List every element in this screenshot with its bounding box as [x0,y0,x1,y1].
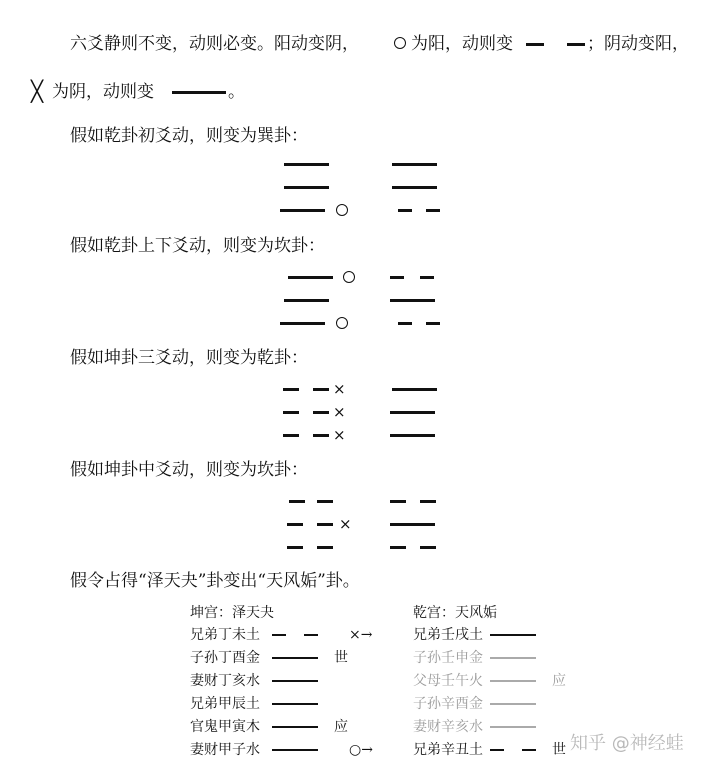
hexagram-line [284,163,329,166]
moving-yang-circle [343,271,355,283]
left-row-label: 子孙丁酉金 [190,650,260,666]
hexagram-line [490,703,536,705]
hexagram-line [284,299,329,302]
moving-yang-circle [336,317,348,329]
hexagram-broken-line [426,209,440,212]
hexagram-line [392,186,437,189]
hexagram-line [284,186,329,189]
intro-text-c: ；阴动变阳， [587,34,689,54]
response-mark: 应 [552,673,566,689]
left-row-label: 妻财丁亥水 [190,673,260,689]
hexagram-line [390,523,435,526]
hexagram-broken-line [304,634,318,636]
left-row-label: 妻财甲子水 [190,742,260,758]
intro-text-e: 。 [228,82,245,102]
moving-yin-cross: × [333,403,346,421]
hexagram-line [490,726,536,728]
hexagram-broken-line [390,276,404,279]
hexagram-line [392,163,437,166]
right-row-label: 兄弟壬戌土 [413,627,483,643]
response-mark: 应 [334,719,348,735]
hexagram-line [272,657,318,659]
hexagram-broken-line [420,500,436,503]
hexagram-broken-line [317,523,333,526]
hexagram-line [490,634,536,636]
hexagram-broken-line [490,749,504,751]
hexagram-broken-line [313,434,329,437]
right-row-label: 父母壬午火 [413,673,483,689]
left-row-label: 官鬼甲寅木 [190,719,260,735]
moving-yin-cross: × [333,426,346,444]
hexagram-broken-line [287,546,303,549]
intro-text-d: 为阴，动则变 [52,82,154,102]
cross-yin-symbol: ╳ [31,79,44,103]
hexagram-line [272,703,318,705]
hexagram-broken-line [317,500,333,503]
hexagram-line [280,322,325,325]
hexagram-broken-line [313,411,329,414]
hexagram-broken-line [287,523,303,526]
moving-arrow: ○→ [349,742,373,758]
hexagram-line [390,434,435,437]
intro-text-b: 为阳，动则变 [411,34,513,54]
example-caption: 假如乾卦上下爻动，则变为坎卦： [70,236,325,256]
left-row-label: 兄弟丁未土 [190,627,260,643]
right-row-label: 子孙壬申金 [413,650,483,666]
example-caption: 假如坤卦三爻动，则变为乾卦： [70,348,308,368]
hexagram-broken-line [398,322,412,325]
hexagram-broken-line [283,434,299,437]
hexagram-line [272,726,318,728]
hexagram-line [490,680,536,682]
left-table-title: 坤宫：泽天夬 [190,605,274,621]
broken-line-right [567,43,585,46]
hexagram-line [272,749,318,751]
hexagram-broken-line [426,322,440,325]
world-mark: 世 [334,650,348,666]
moving-arrow: ×→ [349,627,373,643]
hexagram-line [390,299,435,302]
left-row-label: 兄弟甲辰土 [190,696,260,712]
hexagram-broken-line [390,500,406,503]
hexagram-broken-line [420,276,434,279]
hexagram-broken-line [283,388,299,391]
hexagram-broken-line [272,634,286,636]
hexagram-line [280,209,325,212]
example-caption: 假如坤卦中爻动，则变为坎卦： [70,460,308,480]
intro-text-a: 六爻静则不变，动则必变。阳动变阴， [70,34,359,54]
world-mark: 世 [552,742,566,758]
moving-yang-circle [336,204,348,216]
hexagram-broken-line [420,546,436,549]
moving-yin-cross: × [339,515,352,533]
example-caption: 假如乾卦初爻动，则变为巽卦： [70,126,308,146]
hexagram-broken-line [289,500,305,503]
hexagram-line [272,680,318,682]
final-caption: 假令占得“泽天夬”卦变出“天风姤”卦。 [70,571,360,591]
moving-yin-cross: × [333,380,346,398]
watermark: 知乎 @神经蛙 [570,733,684,754]
hexagram-line [288,276,333,279]
circle-yang-symbol [394,37,406,49]
hexagram-line [490,657,536,659]
hexagram-broken-line [313,388,329,391]
hexagram-broken-line [398,209,412,212]
hexagram-line [392,388,437,391]
broken-line-left [526,43,544,46]
solid-line [172,91,226,94]
right-table-title: 乾宫：天风姤 [413,605,497,621]
right-row-label: 妻财辛亥水 [413,719,483,735]
hexagram-broken-line [522,749,536,751]
hexagram-broken-line [317,546,333,549]
hexagram-broken-line [283,411,299,414]
right-row-label: 子孙辛酉金 [413,696,483,712]
hexagram-broken-line [390,546,406,549]
hexagram-line [390,411,435,414]
right-row-label: 兄弟辛丑土 [413,742,483,758]
